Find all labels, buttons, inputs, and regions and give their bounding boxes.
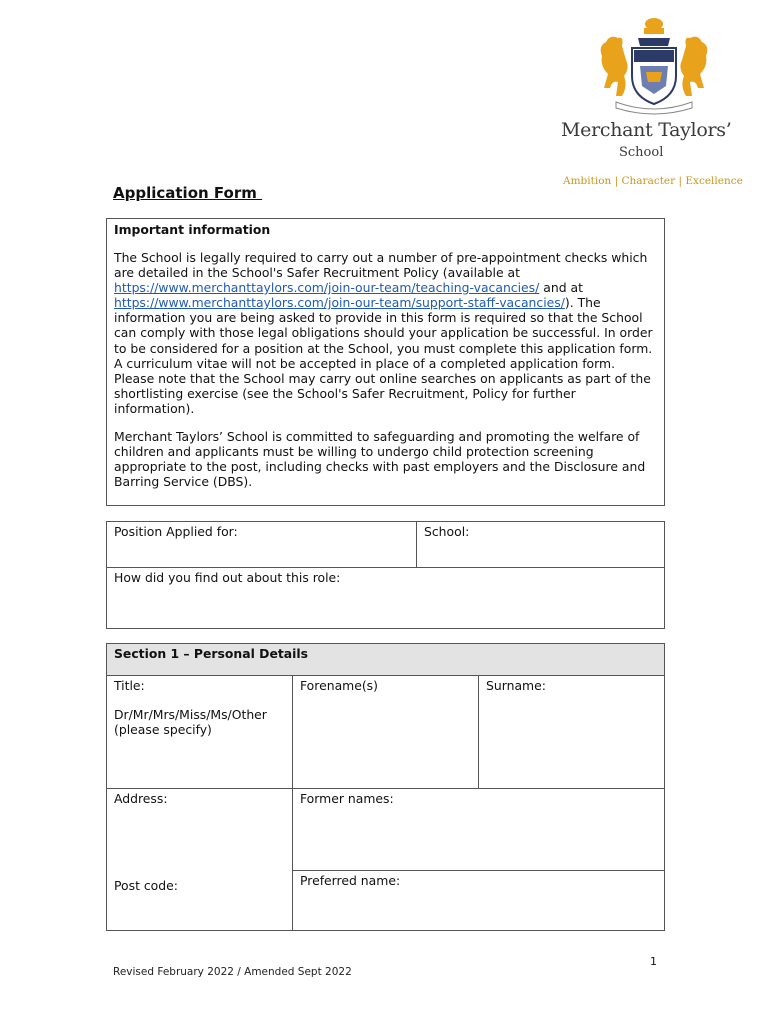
- info-paragraph-2: Merchant Taylors’ School is committed to safeguarding and promoting the welfare of children and applicants must be willing to undergo child protection screening appropriate to the post, including checks with past employers and the Disclosure and Barring Service (DBS).: [114, 429, 646, 490]
- school-field[interactable]: [416, 521, 665, 568]
- revision-footer: Revised February 2022 / Amended Sept 2022: [113, 966, 352, 978]
- forename-field[interactable]: [292, 675, 479, 789]
- page-title: Application Form: [113, 184, 263, 202]
- surname-label: Surname:: [486, 678, 546, 693]
- important-information-box: [106, 218, 665, 506]
- preferred-name-label: Preferred name:: [300, 873, 401, 888]
- title-field[interactable]: [106, 675, 293, 789]
- position-applied-field[interactable]: [106, 521, 417, 568]
- info-text-b: and at: [539, 280, 583, 296]
- brand-subtitle: School: [619, 145, 664, 160]
- section-1-heading: [106, 643, 665, 676]
- info-heading: Important information: [114, 222, 271, 237]
- info-paragraph-1: [114, 250, 657, 416]
- title-label: Title:: [114, 678, 145, 693]
- page-number: 1: [650, 955, 657, 968]
- surname-field[interactable]: [478, 675, 665, 789]
- address-label: Address:: [114, 791, 168, 806]
- former-names-field[interactable]: [292, 788, 665, 871]
- brand-tagline: Ambition | Character | Excellence: [563, 175, 743, 187]
- find-out-field[interactable]: [106, 567, 665, 629]
- section-1-heading-text: Section 1 – Personal Details: [114, 646, 309, 661]
- address-field[interactable]: [106, 788, 293, 931]
- school-label: School:: [424, 524, 470, 539]
- preferred-name-field[interactable]: [292, 870, 665, 931]
- title-hint: Dr/Mr/Mrs/Miss/Ms/Other (please specify): [114, 707, 267, 737]
- former-names-label: Former names:: [300, 791, 394, 806]
- school-crest-logo: [594, 16, 714, 116]
- brand-name: Merchant Taylors’: [561, 119, 732, 141]
- forename-label: Forename(s): [300, 678, 378, 693]
- teaching-vacancies-link[interactable]: https://www.merchanttaylors.com/join-our-team/teaching-vacancies/: [114, 280, 540, 296]
- info-text-c: ). The information you are being asked to provide in this form is required so that the School can comply with those legal obligations should your application be successful. In order to be considered for a position at the School, you must complete this application form. A curriculum vitae will not be accepted in place of a completed application form. Please note that the School may carry out online searches on applicants as part of the shortlisting exercise (see the School's Safer Recruitment, Policy for further information).: [114, 295, 653, 416]
- support-staff-vacancies-link[interactable]: https://www.merchanttaylors.com/join-our-team/support-staff-vacancies/: [114, 295, 565, 311]
- position-applied-label: Position Applied for:: [114, 524, 238, 539]
- postcode-label: Post code:: [114, 878, 178, 893]
- find-out-label: How did you find out about this role:: [114, 570, 341, 585]
- info-text-a: The School is legally required to carry out a number of pre-appointment checks which are detailed in the School's Safer Recruitment Policy (available at: [114, 250, 648, 281]
